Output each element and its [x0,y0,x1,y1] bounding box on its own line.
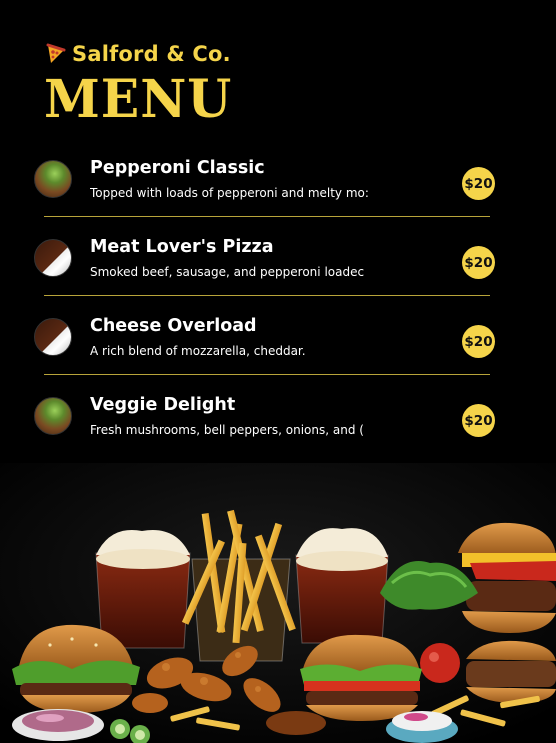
menu-list [34,150,504,466]
sauce-bowl-left [12,709,104,741]
pizza-slice-icon [46,43,66,65]
divider [44,216,490,217]
burger-center [300,635,422,721]
menu-item-name: Pepperoni Classic [90,158,265,178]
menu-item[interactable] [34,229,504,308]
menu-item-name: Veggie Delight [90,395,236,415]
pizza-thumbnail-icon [34,397,72,435]
pizza-thumbnail-icon [34,160,72,198]
pizza-thumbnail-icon [34,318,72,356]
menu-item-price: $20 [462,246,495,279]
burger-right-lower [466,641,556,703]
brand-name: Salford & Co. [72,42,231,66]
menu-item-description: Fresh mushrooms, bell peppers, onions, and ( [90,423,364,437]
drink-glass-right [296,528,388,643]
pizza-thumbnail-icon [34,239,72,277]
sauce-bowl-right [386,711,458,743]
menu-item[interactable] [34,308,504,387]
menu-item-name: Meat Lover's Pizza [90,237,274,257]
divider [44,295,490,296]
menu-item-price: $20 [462,404,495,437]
menu-item-description: Smoked beef, sausage, and pepperoni loadec [90,265,365,279]
food-spread-image [0,463,556,743]
menu-item[interactable] [34,387,504,466]
divider [44,374,490,375]
menu-item-price: $20 [462,167,495,200]
menu-item-description: A rich blend of mozzarella, cheddar. [90,344,306,358]
drink-glass-left [96,530,190,648]
menu-item-description: Topped with loads of pepperoni and melty mo: [90,186,369,200]
menu-title: MENU [44,69,233,130]
menu-item[interactable] [34,150,504,229]
menu-item-price: $20 [462,325,495,358]
brand [46,42,231,66]
menu-item-name: Cheese Overload [90,316,257,336]
